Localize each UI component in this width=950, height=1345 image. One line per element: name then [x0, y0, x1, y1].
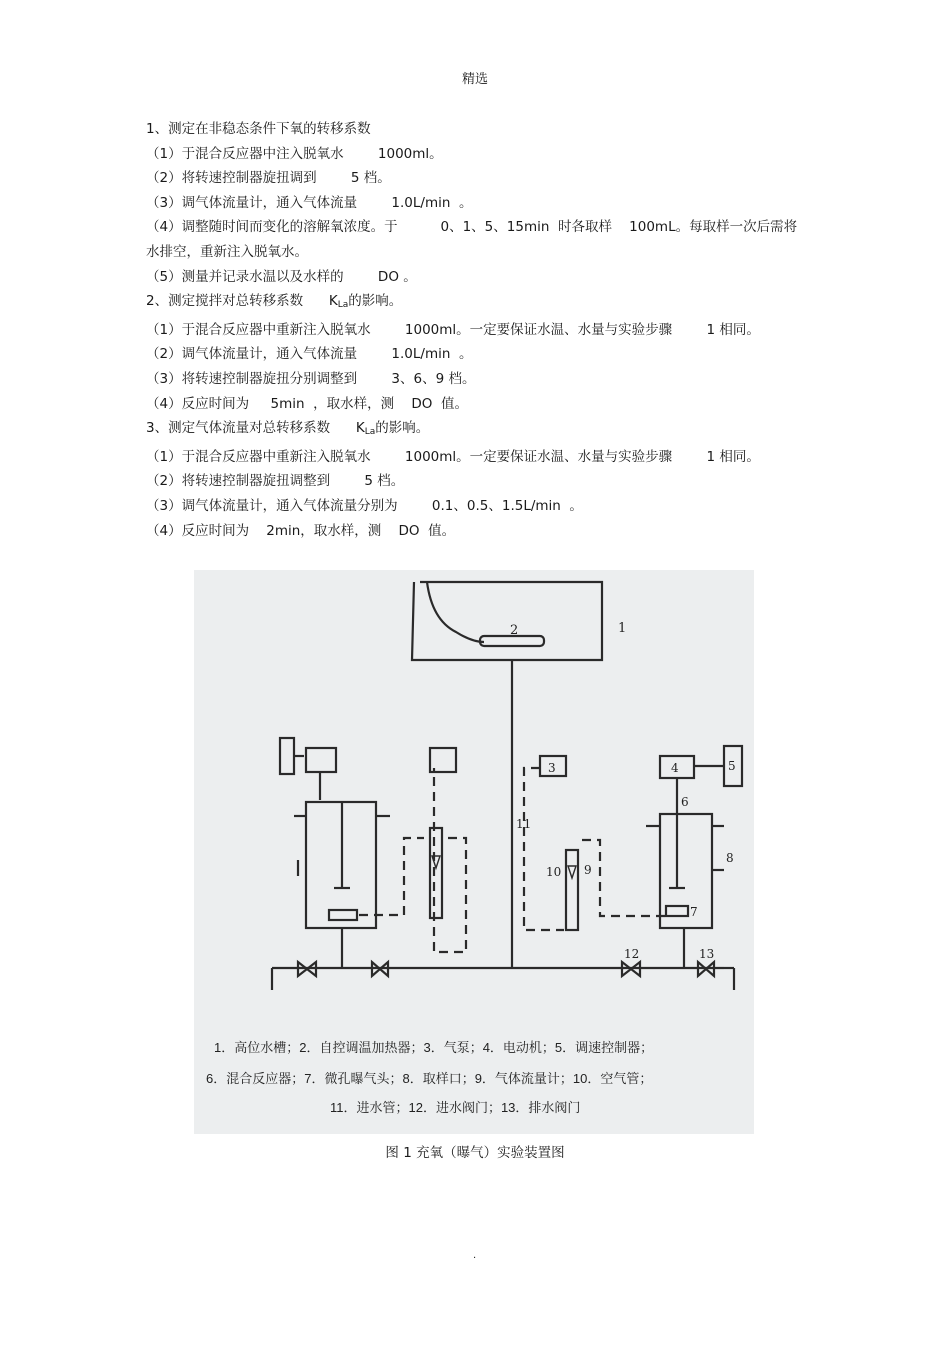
- label-11: 11: [516, 817, 532, 831]
- label-8: 8: [726, 851, 734, 865]
- left-aerator: [329, 910, 357, 920]
- label-12: 12: [624, 947, 640, 961]
- step-2-4: （4）反应时间为 5min ，取水样，测 DO 值。: [146, 395, 468, 412]
- step-2-1: （1）于混合反应器中重新注入脱氧水 1000ml。一定要保证水温、水量与实验步骤 1 相同。: [146, 321, 760, 338]
- legend-line-1: 1．高位水槽；2．自控调温加热器；3．气泵；4．电动机；5．调速控制器；: [214, 1040, 654, 1055]
- label-13: 13: [699, 947, 715, 961]
- label-6: 6: [681, 795, 689, 809]
- label-7: 7: [690, 905, 698, 919]
- label-5: 5: [728, 759, 736, 773]
- right-air-pipe-2: [582, 840, 668, 916]
- footer-mark: .: [473, 1250, 477, 1261]
- step-1-2: （2）将转速控制器旋扭调到 5 档。: [146, 170, 391, 187]
- step-3-4: （4）反应时间为 2min，取水样，测 DO 值。: [146, 522, 456, 539]
- label-4: 4: [671, 761, 679, 775]
- high-water-tank: [412, 582, 602, 660]
- step-2-3: （3）将转速控制器旋扭分别调整到 3、6、9 档。: [146, 370, 476, 387]
- step-1-4: （4）调整随时间而变化的溶解氧浓度。于 0、1、5、15min 时各取样 100mL。每取样一次后需将水排空，重新注入脱氧水。: [146, 219, 798, 260]
- legend-line-2: 6．混合反应器；7．微孔曝气头；8．取样口；9．气体流量计；10．空气管；: [206, 1071, 653, 1086]
- step-1-5: （5）测量并记录水温以及水样的 DO 。: [146, 268, 417, 285]
- page-header: 精选: [461, 72, 488, 87]
- label-2: 2: [510, 623, 519, 638]
- section-1-title: 1、测定在非稳态条件下氧的转移系数: [146, 121, 371, 137]
- right-flowmeter: [566, 850, 578, 930]
- label-9: 9: [584, 863, 592, 877]
- section-3-title: 3、测定气体流量对总转移系数 $K_{La}$的影响。: [146, 420, 430, 438]
- step-1-1: （1）于混合反应器中注入脱氧水 1000ml。: [146, 145, 443, 162]
- left-air-pipe: [359, 838, 424, 915]
- step-2-2: （2）调气体流量计，通入气体流量 1.0L/min 。: [146, 346, 473, 363]
- step-3-1: （1）于混合反应器中重新注入脱氧水 1000ml。一定要保证水温、水量与实验步骤 1 相同。: [146, 448, 760, 465]
- apparatus-diagram: [194, 570, 754, 1134]
- heater-curve: [427, 582, 484, 642]
- right-reactor: [660, 814, 712, 928]
- left-flowmeter: [430, 828, 442, 918]
- label-10: 10: [546, 865, 562, 879]
- right-air-pipe: [524, 768, 564, 930]
- label-1: 1: [618, 621, 627, 636]
- document-body: [146, 117, 806, 543]
- legend-line-3: 11．进水管；12．进水阀门；13．排水阀门: [330, 1100, 581, 1115]
- section-2-title: 2、测定搅拌对总转移系数 $K_{La}$的影响。: [146, 293, 403, 311]
- right-aerator: [666, 906, 688, 916]
- step-1-3: （3）调气体流量计，通入气体流量 1.0L/min 。: [146, 194, 473, 211]
- left-controller: [280, 738, 294, 774]
- left-motor: [306, 748, 336, 772]
- figure-caption: 图 1 充氧（曝气）实验装置图: [385, 1145, 565, 1161]
- step-3-2: （2）将转速控制器旋扭调整到 5 档。: [146, 473, 405, 490]
- apparatus-figure: [194, 570, 754, 1134]
- label-3: 3: [548, 761, 556, 775]
- step-3-3: （3）调气体流量计，通入气体流量分别为 0.1、0.5、1.5L/min 。: [146, 497, 583, 514]
